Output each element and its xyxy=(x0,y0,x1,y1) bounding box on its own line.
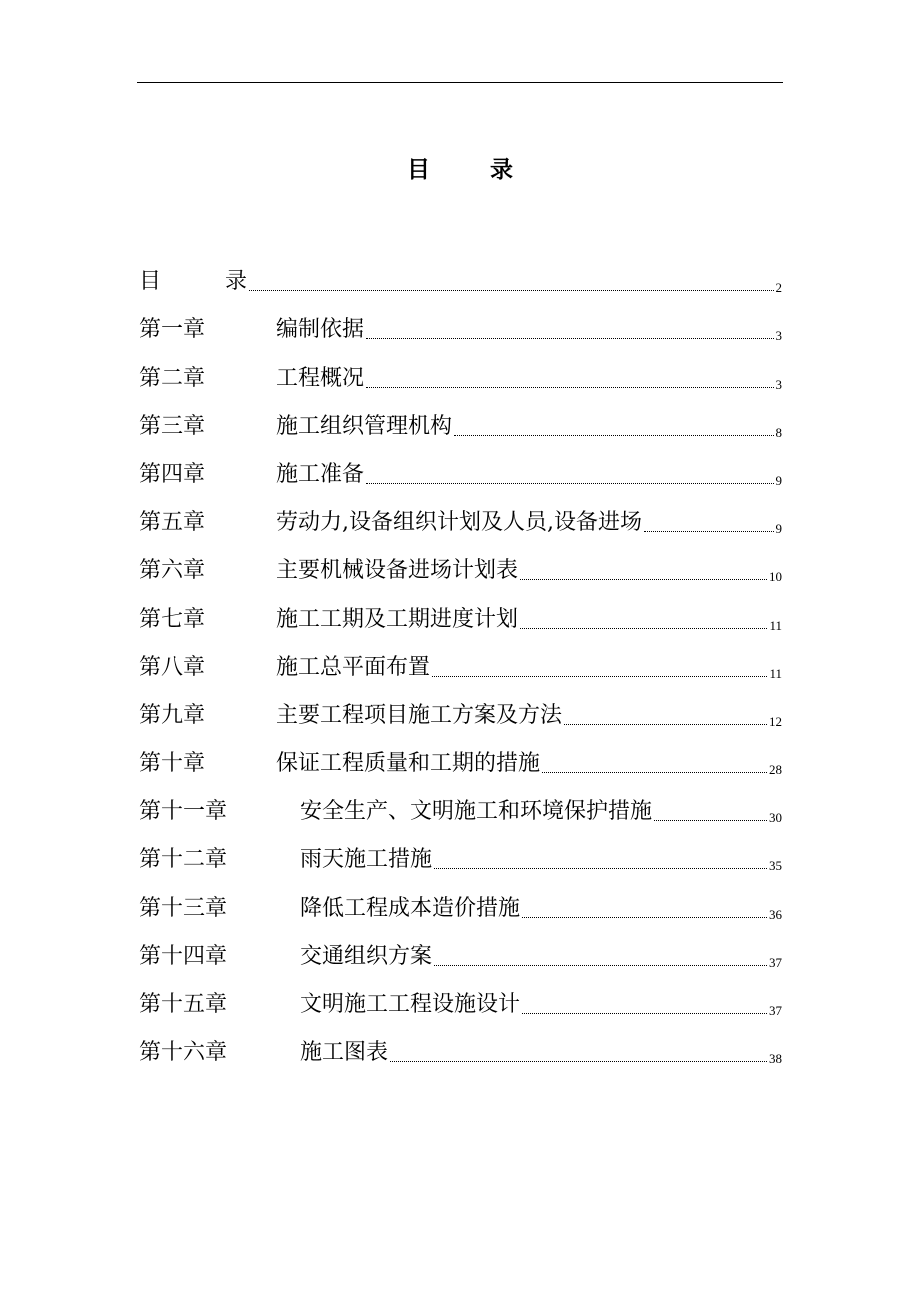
toc-leader-dots xyxy=(522,917,767,918)
toc-leader-dots xyxy=(366,483,773,484)
page-title xyxy=(0,151,920,184)
toc-page-number: 10 xyxy=(769,569,782,585)
toc-leader-dots xyxy=(542,772,767,773)
toc-entry[interactable] xyxy=(139,878,782,926)
toc-page-number: 3 xyxy=(775,328,782,344)
toc-page-number: 9 xyxy=(775,472,782,488)
toc-page-number: 2 xyxy=(775,280,782,296)
toc-entry[interactable] xyxy=(139,975,782,1023)
toc-page-number: 28 xyxy=(769,762,782,778)
toc-chapter-title: 施工组织管理机构 xyxy=(276,413,453,439)
header-rule xyxy=(137,82,783,83)
toc-page-number: 30 xyxy=(769,810,782,826)
toc-chapter-number: 第三章 xyxy=(139,413,206,439)
toc-chapter-title: 降低工程成本造价措施 xyxy=(300,895,521,921)
toc-chapter-number: 第十一章 xyxy=(139,799,228,825)
toc-chapter-number: 第五章 xyxy=(139,510,206,536)
toc-chapter-title: 主要机械设备进场计划表 xyxy=(276,558,519,584)
toc-chapter-title: 文明施工工程设施设计 xyxy=(300,992,521,1017)
toc-chapter-number: 第十六章 xyxy=(139,1040,228,1066)
toc-chapter-number: 第九章 xyxy=(139,702,206,728)
toc-leader-dots xyxy=(520,628,767,629)
toc-chapter-number: 第十四章 xyxy=(139,943,228,969)
table-of-contents xyxy=(139,252,782,1071)
toc-chapter-title: 交通组织方案 xyxy=(300,943,433,969)
toc-entry[interactable] xyxy=(139,927,782,975)
toc-leader-dots xyxy=(454,435,773,436)
toc-page-number: 12 xyxy=(769,713,782,729)
toc-chapter-title: 雨天施工措施 xyxy=(300,847,433,873)
toc-leader-dots xyxy=(390,1061,767,1062)
toc-leader-dots xyxy=(366,338,773,339)
toc-entry[interactable] xyxy=(139,252,782,300)
toc-chapter-title: 工程概况 xyxy=(276,365,365,391)
toc-entry[interactable] xyxy=(139,300,782,348)
toc-page-number: 3 xyxy=(775,376,782,392)
toc-chapter-title: 施工准备 xyxy=(276,461,365,487)
toc-chapter-title: 安全生产、文明施工和环境保护措施 xyxy=(300,799,653,825)
toc-page-number: 37 xyxy=(769,954,782,970)
page-title-left: 目 xyxy=(407,156,430,183)
toc-entry[interactable] xyxy=(139,348,782,396)
toc-chapter-title: 劳动力,设备组织计划及人员,设备进场 xyxy=(276,510,642,536)
toc-entry-label: 目 xyxy=(139,269,162,295)
toc-chapter-title: 施工工期及工期进度计划 xyxy=(276,606,519,632)
toc-page-number: 36 xyxy=(769,906,782,922)
toc-chapter-number: 第十章 xyxy=(139,751,206,777)
toc-chapter-number: 第十二章 xyxy=(139,847,228,873)
page-title-right: 录 xyxy=(490,156,513,183)
toc-entry[interactable] xyxy=(139,541,782,589)
toc-chapter-title: 编制依据 xyxy=(276,317,365,343)
toc-entry[interactable] xyxy=(139,686,782,734)
toc-entry-label-2: 录 xyxy=(225,269,248,295)
toc-chapter-title: 保证工程质量和工期的措施 xyxy=(276,751,541,777)
toc-leader-dots xyxy=(564,724,767,725)
toc-page-number: 38 xyxy=(769,1051,782,1067)
toc-entry[interactable] xyxy=(139,589,782,637)
toc-chapter-title: 施工总平面布置 xyxy=(276,654,431,680)
toc-leader-dots xyxy=(520,579,767,580)
toc-leader-dots xyxy=(249,290,773,291)
toc-page-number: 9 xyxy=(775,521,782,537)
toc-chapter-number: 第一章 xyxy=(139,317,206,343)
toc-entry[interactable] xyxy=(139,493,782,541)
toc-chapter-number: 第六章 xyxy=(139,558,206,584)
toc-chapter-number: 第二章 xyxy=(139,365,206,391)
toc-leader-dots xyxy=(434,868,767,869)
toc-entry[interactable] xyxy=(139,397,782,445)
toc-leader-dots xyxy=(432,676,767,677)
toc-entry[interactable] xyxy=(139,445,782,493)
toc-entry[interactable] xyxy=(139,1023,782,1071)
toc-page-number: 11 xyxy=(769,665,782,681)
toc-entry[interactable] xyxy=(139,782,782,830)
toc-entry[interactable] xyxy=(139,734,782,782)
toc-chapter-number: 第七章 xyxy=(139,606,206,632)
toc-entry[interactable] xyxy=(139,638,782,686)
toc-leader-dots xyxy=(654,820,767,821)
toc-chapter-number: 第十五章 xyxy=(139,992,228,1017)
toc-chapter-title: 施工图表 xyxy=(300,1040,389,1066)
toc-leader-dots xyxy=(522,1013,767,1014)
toc-chapter-title: 主要工程项目施工方案及方法 xyxy=(276,702,563,728)
toc-leader-dots xyxy=(366,387,773,388)
toc-entry[interactable] xyxy=(139,830,782,878)
toc-page-number: 37 xyxy=(769,1003,782,1018)
toc-leader-dots xyxy=(434,965,767,966)
toc-page-number: 35 xyxy=(769,858,782,874)
toc-chapter-number: 第八章 xyxy=(139,654,206,680)
toc-chapter-number: 第四章 xyxy=(139,461,206,487)
toc-page-number: 8 xyxy=(775,424,782,440)
toc-leader-dots xyxy=(644,531,774,532)
toc-chapter-number: 第十三章 xyxy=(139,895,228,921)
toc-page-number: 11 xyxy=(769,617,782,633)
